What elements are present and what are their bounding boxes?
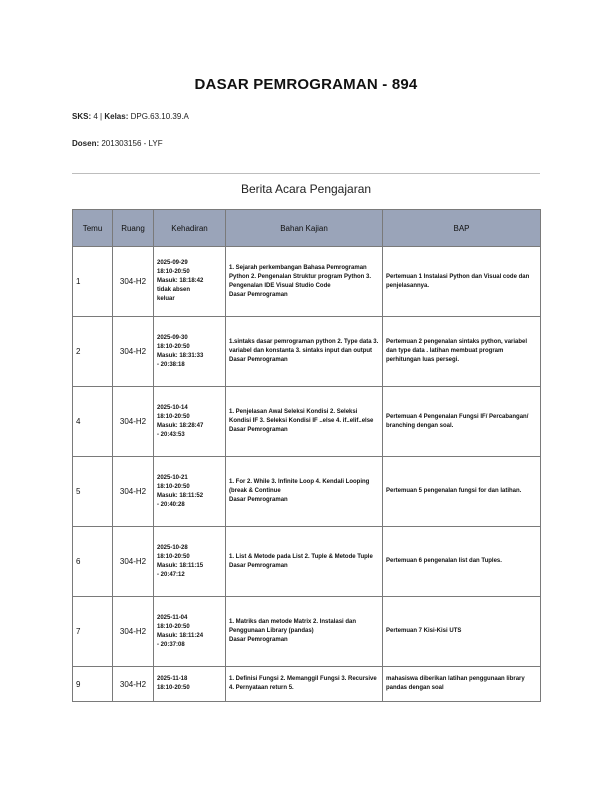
cell-bahan-kajian: 1. Matriks dan metode Matrix 2. Instalasi dan Penggunaan Library (pandas) Dasar Pemrograman — [226, 597, 383, 667]
table-row — [73, 457, 541, 527]
cell-bap: mahasiswa diberikan latihan penggunaan library pandas dengan soal — [383, 667, 541, 702]
cell-temu: 6 — [73, 527, 113, 597]
cell-bap: Pertemuan 4 Pengenalan Fungsi IF/ Percabangan/ branching dengan soal. — [383, 387, 541, 457]
section-title: Berita Acara Pengajaran — [240, 182, 372, 196]
cell-bap: Pertemuan 6 pengenalan list dan Tuples. — [383, 527, 541, 597]
cell-kehadiran: 2025-11-18 18:10-20:50 — [154, 667, 226, 702]
kelas-value: DPG.63.10.39.A — [130, 112, 189, 121]
column-header-kehadiran: Kehadiran — [154, 210, 226, 247]
cell-ruang: 304-H2 — [113, 667, 154, 702]
table-header-row — [73, 210, 541, 247]
cell-kehadiran: 2025-09-30 18:10-20:50 Masuk: 18:31:33 - 20:38:18 — [154, 317, 226, 387]
cell-ruang: 304-H2 — [113, 247, 154, 317]
cell-temu: 4 — [73, 387, 113, 457]
cell-bap: Pertemuan 5 pengenalan fungsi for dan latihan. — [383, 457, 541, 527]
column-header-ruang: Ruang — [113, 210, 154, 247]
cell-ruang: 304-H2 — [113, 317, 154, 387]
table-row — [73, 247, 541, 317]
cell-temu: 2 — [73, 317, 113, 387]
cell-kehadiran: 2025-09-29 18:10-20:50 Masuk: 18:18:42 tidak absen keluar — [154, 247, 226, 317]
table-row — [73, 597, 541, 667]
course-meta — [72, 112, 189, 121]
cell-bap: Pertemuan 1 Instalasi Python dan Visual code dan penjelasannya. — [383, 247, 541, 317]
table-row — [73, 667, 541, 702]
cell-kehadiran: 2025-10-28 18:10-20:50 Masuk: 18:11:15 - 20:47:12 — [154, 527, 226, 597]
cell-bahan-kajian: 1. Sejarah perkembangan Bahasa Pemrograman Python 2. Pengenalan Struktur program Python 3. Pengenalan IDE Visual Studio Code Dasar Pemrograman — [226, 247, 383, 317]
table-row — [73, 527, 541, 597]
table-row — [73, 387, 541, 457]
cell-ruang: 304-H2 — [113, 387, 154, 457]
cell-bahan-kajian: 1. List & Metode pada List 2. Tuple & Metode Tuple Dasar Pemrograman — [226, 527, 383, 597]
cell-ruang: 304-H2 — [113, 527, 154, 597]
kelas-label: Kelas: — [104, 112, 129, 121]
cell-kehadiran: 2025-10-14 18:10-20:50 Masuk: 18:28:47 - 20:43:53 — [154, 387, 226, 457]
cell-ruang: 304-H2 — [113, 597, 154, 667]
cell-kehadiran: 2025-11-04 18:10-20:50 Masuk: 18:11:24 - 20:37:08 — [154, 597, 226, 667]
lecturer-meta — [72, 139, 163, 148]
sks-value: 4 | — [93, 112, 103, 121]
cell-kehadiran: 2025-10-21 18:10-20:50 Masuk: 18:11:52 - 20:40:28 — [154, 457, 226, 527]
column-header-bahan-kajian: Bahan Kajian — [226, 210, 383, 247]
bap-table — [72, 209, 541, 702]
cell-ruang: 304-H2 — [113, 457, 154, 527]
sks-label: SKS: — [72, 112, 92, 121]
cell-temu: 7 — [73, 597, 113, 667]
cell-bahan-kajian: 1. Definisi Fungsi 2. Memanggil Fungsi 3. Recursive 4. Pernyataan return 5. — [226, 667, 383, 702]
cell-bap: Pertemuan 7 Kisi-Kisi UTS — [383, 597, 541, 667]
dosen-label: Dosen: — [72, 139, 100, 148]
section-divider — [72, 173, 540, 174]
column-header-temu: Temu — [73, 210, 113, 247]
cell-bahan-kajian: 1. Penjelasan Awal Seleksi Kondisi 2. Seleksi Kondisi IF 3. Seleksi Kondisi IF ..else 4. if..elif..else Dasar Pemrograman — [226, 387, 383, 457]
document-title: DASAR PEMROGRAMAN - 894 — [194, 76, 418, 93]
column-header-bap: BAP — [383, 210, 541, 247]
dosen-value: 201303156 - LYF — [101, 139, 163, 148]
cell-temu: 5 — [73, 457, 113, 527]
cell-bahan-kajian: 1.sintaks dasar pemrograman python 2. Type data 3. variabel dan konstanta 3. sintaks input dan output Dasar Pemrograman — [226, 317, 383, 387]
cell-temu: 9 — [73, 667, 113, 702]
cell-temu: 1 — [73, 247, 113, 317]
table-row — [73, 317, 541, 387]
cell-bahan-kajian: 1. For 2. While 3. Infinite Loop 4. Kendali Looping (break & Continue Dasar Pemrograman — [226, 457, 383, 527]
cell-bap: Pertemuan 2 pengenalan sintaks python, variabel dan type data . latihan membuat program perhitungan luas persegi. — [383, 317, 541, 387]
